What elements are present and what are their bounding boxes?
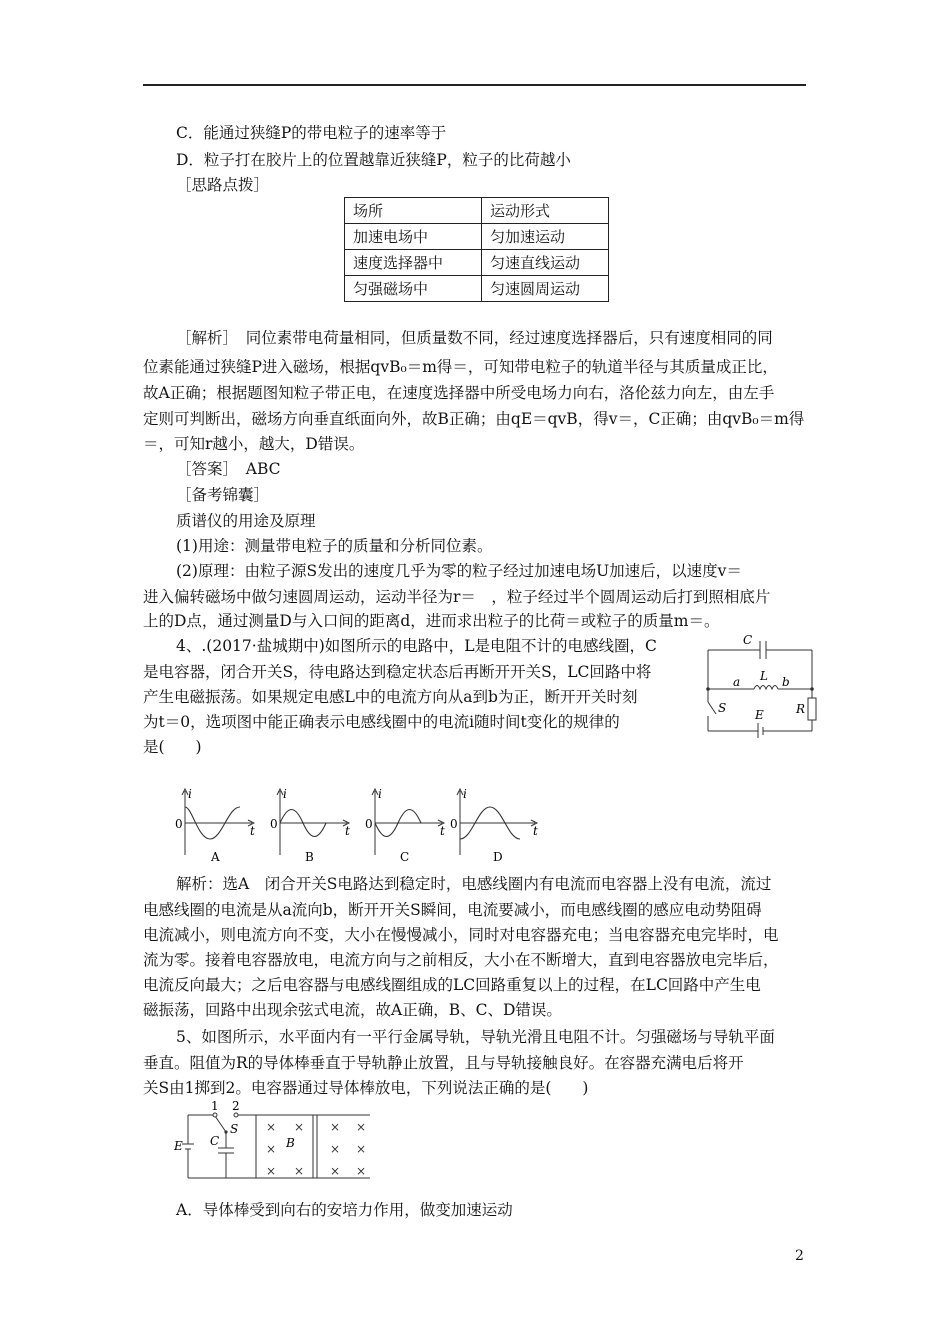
label-l: L xyxy=(760,669,768,683)
option-c: C．能通过狭缝P的带电粒子的速率等于 xyxy=(176,124,447,142)
graph-option-label: A xyxy=(211,850,220,864)
field-cross: × xyxy=(266,1142,277,1156)
axis-label-t: t xyxy=(533,824,538,838)
field-cross: × xyxy=(356,1120,367,1134)
axis-label-i: i xyxy=(188,787,192,801)
hint-table xyxy=(344,197,609,302)
table-header: 运动形式 xyxy=(482,198,609,224)
tips-item-2: (2)原理：由粒子源S发出的速度几乎为零的粒子经过加速电场U加速后，以速度v＝ xyxy=(176,562,742,580)
field-cross: × xyxy=(294,1164,305,1178)
analysis-line: 位素能通过狭缝P进入磁场，根据qvB₀＝m得＝，可知带电粒子的轨道半径与其质量成正比， xyxy=(143,358,778,376)
q4-solution: 流为零。接着电容器放电，电流方向与之前相反，大小在不断增大，直到电容器放电完毕后， xyxy=(143,951,779,969)
graph-option-label: C xyxy=(400,850,410,864)
analysis-line: 定则可判断出，磁场方向垂直纸面向外，故B正确；由qE＝qvB，得v＝，C正确；由qvB₀＝m得 xyxy=(143,410,805,428)
q4-stem: 为t＝0，选项图中能正确表示电感线圈中的电流i随时间t变化的规律的 xyxy=(143,713,620,731)
field-cross: × xyxy=(266,1120,277,1134)
rail-circuit-diagram xyxy=(170,1100,385,1185)
table-row xyxy=(345,276,609,302)
label-e: E xyxy=(174,1139,183,1153)
analysis-line: ＝，可知r越小，越大，D错误。 xyxy=(143,435,365,453)
answer: ［答案］ ABC xyxy=(176,460,281,478)
axis-label-i: i xyxy=(283,787,287,801)
table-cell: 匀速圆周运动 xyxy=(482,276,609,302)
current-graph-options xyxy=(170,785,550,865)
header-rule xyxy=(143,84,806,86)
label-a: a xyxy=(733,675,741,689)
field-cross: × xyxy=(294,1120,305,1134)
q4-stem: 是电容器，闭合开关S，待电路达到稳定状态后再断开开关S，LC回路中将 xyxy=(143,663,652,681)
q4-solution: 电流减小，则电流方向不变，大小在慢慢减小，同时对电容器充电；当电容器充电完毕时，电 xyxy=(143,926,779,944)
axis-label-i: i xyxy=(378,787,382,801)
field-cross: × xyxy=(330,1120,341,1134)
tips-heading: 质谱仪的用途及原理 xyxy=(176,512,316,530)
graph-option-label: D xyxy=(493,850,503,864)
lc-circuit-diagram xyxy=(700,630,825,738)
label-e: E xyxy=(755,708,764,722)
label-s: S xyxy=(230,1122,239,1136)
axis-origin: 0 xyxy=(270,817,278,831)
q5-option-a: A．导体棒受到向右的安培力作用，做变加速运动 xyxy=(176,1201,513,1219)
q4-stem: 产生电磁振荡。如果规定电感L中的电流方向从a到b为正，断开开关时刻 xyxy=(143,688,638,706)
label-s: S xyxy=(718,701,727,715)
field-cross: × xyxy=(266,1164,277,1178)
label-r: R xyxy=(796,702,806,716)
axis-origin: 0 xyxy=(365,817,373,831)
table-cell: 加速电场中 xyxy=(345,224,482,250)
analysis-line: ［解析］ 同位素带电荷量相同，但质量数不同，经过速度选择器后，只有速度相同的同 xyxy=(176,329,773,347)
table-header: 场所 xyxy=(345,198,482,224)
q4-solution: 解析：选A 闭合开关S电路达到稳定时，电感线圈内有电流而电容器上没有电流，流过 xyxy=(176,875,772,893)
table-cell: 匀加速运动 xyxy=(482,224,609,250)
graph-option-label: B xyxy=(305,850,314,864)
axis-label-t: t xyxy=(345,824,350,838)
q5-stem: 垂直。阻值为R的导体棒垂直于导轨静止放置，且与导轨接触良好。在容器充满电后将开 xyxy=(143,1054,744,1072)
switch-label-2: 2 xyxy=(232,1100,240,1113)
table-cell: 匀强磁场中 xyxy=(345,276,482,302)
q4-solution: 电感线圈的电流是从a流向b，断开开关S瞬间，电流要减小，而电感线圈的感应电动势阻碍 xyxy=(143,901,762,919)
tips-item-1: (1)用途：测量带电粒子的质量和分析同位素。 xyxy=(176,537,493,555)
axis-label-t: t xyxy=(250,824,255,838)
axis-label-i: i xyxy=(463,787,467,801)
page-number: 2 xyxy=(795,1248,804,1264)
field-cross: × xyxy=(356,1142,367,1156)
axis-label-t: t xyxy=(440,824,445,838)
tips-title: ［备考锦囊］ xyxy=(176,486,270,504)
label-b: B xyxy=(286,1136,295,1150)
label-b: b xyxy=(782,675,790,689)
q4-solution: 电流反向最大；之后电容器与电感线圈组成的LC回路重复以上的过程，在LC回路中产生电 xyxy=(143,976,761,994)
q4-stem: 4、.(2017·盐城期中)如图所示的电路中，L是电阻不计的电感线圈，C xyxy=(176,637,657,655)
q4-solution: 磁振荡，回路中出现余弦式电流，故A正确，B、C、D错误。 xyxy=(143,1001,562,1019)
hint-title: ［思路点拨］ xyxy=(176,176,270,194)
label-c: C xyxy=(743,633,753,647)
q5-stem: 5、如图所示，水平面内有一平行金属导轨，导轨光滑且电阻不计。匀强磁场与导轨平面 xyxy=(176,1028,775,1046)
tips-item-2: 进入偏转磁场中做匀速圆周运动，运动半径为r＝ ，粒子经过半个圆周运动后打到照相底片 xyxy=(143,588,771,606)
axis-origin: 0 xyxy=(175,817,183,831)
label-c: C xyxy=(210,1134,220,1148)
field-cross: × xyxy=(356,1164,367,1178)
switch-label-1: 1 xyxy=(211,1100,219,1113)
table-row xyxy=(345,250,609,276)
q4-stem: 是( ) xyxy=(143,738,202,756)
field-cross: × xyxy=(330,1142,341,1156)
table-cell: 速度选择器中 xyxy=(345,250,482,276)
option-d: D．粒子打在胶片上的位置越靠近狭缝P，粒子的比荷越小 xyxy=(176,151,571,169)
table-row xyxy=(345,224,609,250)
tips-item-2: 上的D点，通过测量D与入口间的距离d，进而求出粒子的比荷＝或粒子的质量m＝。 xyxy=(143,612,720,630)
field-cross: × xyxy=(330,1164,341,1178)
table-header-row xyxy=(345,198,609,224)
axis-origin: 0 xyxy=(450,817,458,831)
q5-stem: 关S由1掷到2。电容器通过导体棒放电，下列说法正确的是( ) xyxy=(143,1079,589,1097)
table-cell: 匀速直线运动 xyxy=(482,250,609,276)
analysis-line: 故A正确；根据题图知粒子带正电，在速度选择器中所受电场力向右，洛伦兹力向左，由左手 xyxy=(143,384,775,402)
